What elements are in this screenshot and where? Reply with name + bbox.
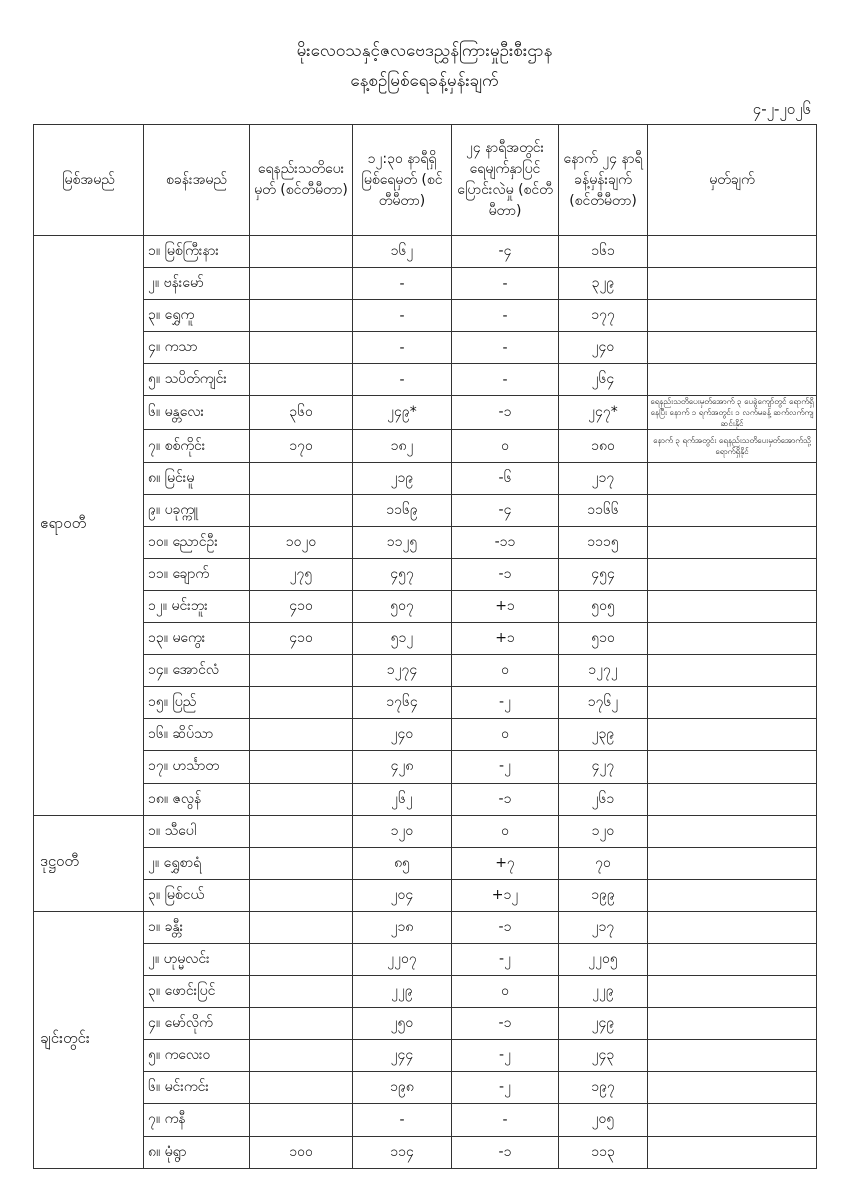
remark — [648, 847, 817, 879]
level-change: ၀ — [452, 655, 559, 687]
station-name: ၁၂။ မင်းဘူး — [144, 590, 250, 622]
level-change: ၀ — [452, 815, 559, 847]
station-name: ၃။ ရွှေကူ — [144, 300, 250, 332]
level-change: -၂ — [452, 1040, 559, 1072]
station-name: ၂။ ဗန်းမော် — [144, 268, 250, 300]
remark — [648, 236, 817, 268]
level-change: -၂ — [452, 687, 559, 719]
forecast-level: ၁၁၆၆ — [559, 494, 648, 526]
water-level: ၂၄၉* — [353, 396, 452, 430]
table-row — [34, 1008, 817, 1040]
station-name: ၅။ ကလေးဝ — [144, 1040, 250, 1072]
station-name: ၃။ မြစ်ငယ် — [144, 879, 250, 911]
water-level: ၂၆၂ — [353, 783, 452, 815]
remark — [648, 687, 817, 719]
forecast-level: ၅၁၀ — [559, 623, 648, 655]
remark — [648, 332, 817, 364]
danger-level — [250, 783, 353, 815]
station-name: ၆။ မန္တလေး — [144, 396, 250, 430]
forecast-level: ၂၄၇* — [559, 396, 648, 430]
table-row — [34, 911, 817, 943]
water-level: ၄၂၈ — [353, 751, 452, 783]
remark — [648, 719, 817, 751]
river-name: ဧရာဝတီ — [34, 236, 144, 816]
water-level: ၁၈၂ — [353, 430, 452, 462]
danger-level — [250, 751, 353, 783]
forecast-level: ၂၄၉ — [559, 1008, 648, 1040]
water-level: - — [353, 332, 452, 364]
danger-level: ၄၁၀ — [250, 623, 353, 655]
danger-level — [250, 976, 353, 1008]
level-change: -၁ — [452, 1008, 559, 1040]
water-level: ၂၁၉ — [353, 462, 452, 494]
level-change: -၆ — [452, 462, 559, 494]
river-name: ဒုဋ္ဌဝတီ — [34, 815, 144, 911]
level-change: - — [452, 364, 559, 396]
forecast-level: ၂၆၄ — [559, 364, 648, 396]
table-row — [34, 719, 817, 751]
remark — [648, 1104, 817, 1136]
forecast-level: ၂၆၁ — [559, 783, 648, 815]
station-name: ၈။ မြင်းမူ — [144, 462, 250, 494]
level-change: - — [452, 332, 559, 364]
table-row — [34, 364, 817, 396]
level-change: -၁ — [452, 396, 559, 430]
remark — [648, 655, 817, 687]
station-name: ၁။ သီပေါ — [144, 815, 250, 847]
table-row — [34, 847, 817, 879]
header-water-level: ၁၂:၃၀ နာရီရှိ မြစ်ရေမှတ် (စင်တီမီတာ) — [353, 125, 452, 236]
danger-level — [250, 911, 353, 943]
station-name: ၁။ ခန္တီး — [144, 911, 250, 943]
danger-level — [250, 364, 353, 396]
water-level: ၈၅ — [353, 847, 452, 879]
table-row — [34, 783, 817, 815]
danger-level — [250, 943, 353, 975]
table-row — [34, 1040, 817, 1072]
table-row — [34, 623, 817, 655]
danger-level: ၃၆၀ — [250, 396, 353, 430]
forecast-level: ၁၈၀ — [559, 430, 648, 462]
table-row — [34, 1072, 817, 1104]
table-row — [34, 815, 817, 847]
table-row — [34, 879, 817, 911]
station-name: ၁၁။ ချောက် — [144, 558, 250, 590]
document-subtitle: နေ့စဉ်မြစ်ရေခန့်မှန်းချက် — [350, 71, 499, 91]
danger-level: ၁၀၂၀ — [250, 526, 353, 558]
danger-level: ၄၁၀ — [250, 590, 353, 622]
water-level: ၁၂၇၄ — [353, 655, 452, 687]
level-change: -၁ — [452, 783, 559, 815]
forecast-level: ၁၂၇၂ — [559, 655, 648, 687]
level-change: -၁ — [452, 558, 559, 590]
danger-level — [250, 719, 353, 751]
forecast-level: ၁၉၇ — [559, 1072, 648, 1104]
water-level: ၂၅၀ — [353, 1008, 452, 1040]
forecast-level: ၂၀၅ — [559, 1104, 648, 1136]
remark — [648, 1072, 817, 1104]
table-row — [34, 332, 817, 364]
forecast-level: ၃၂၉ — [559, 268, 648, 300]
station-name: ၁၇။ ဟင်္သာတ — [144, 751, 250, 783]
station-name: ၈။ မုံရွာ — [144, 1136, 250, 1168]
table-row — [34, 655, 817, 687]
danger-level — [250, 236, 353, 268]
station-name: ၄။ မော်လိုက် — [144, 1008, 250, 1040]
forecast-level: ၄၅၄ — [559, 558, 648, 590]
level-change: +၇ — [452, 847, 559, 879]
remark — [648, 911, 817, 943]
station-name: ၄။ ကသာ — [144, 332, 250, 364]
table-row — [34, 494, 817, 526]
station-name: ၁၀။ ညောင်ဦး — [144, 526, 250, 558]
document-title: မိုးလေဝသနှင့်ဇလဗေဒညွှန်ကြားမှုဦးစီးဌာန — [296, 41, 553, 61]
danger-level — [250, 1040, 353, 1072]
level-change: +၁၂ — [452, 879, 559, 911]
level-change: - — [452, 1104, 559, 1136]
level-change: -၁ — [452, 1136, 559, 1168]
remark: ရေနည်းသတိပေးမှတ်အောက် ၃ ပေခွဲကျော်တွင် ရောက်ရှိနေပြီး နောက် ၁ ရက်အတွင်း ၁ လက်မခန့် ဆက်လက်ကျဆင်းနိုင် — [648, 396, 817, 430]
water-level: ၂၁၈ — [353, 911, 452, 943]
remark — [648, 590, 817, 622]
danger-level — [250, 494, 353, 526]
remark — [648, 268, 817, 300]
level-change: - — [452, 268, 559, 300]
station-name: ၇။ စစ်ကိုင်း — [144, 430, 250, 462]
water-level: - — [353, 1104, 452, 1136]
table-row — [34, 462, 817, 494]
water-level: ၄၅၇ — [353, 558, 452, 590]
forecast-level: ၂၃၉ — [559, 719, 648, 751]
forecast-level: ၇၀ — [559, 847, 648, 879]
remark — [648, 943, 817, 975]
water-level: - — [353, 364, 452, 396]
danger-level — [250, 879, 353, 911]
header-forecast: နောက် ၂၄ နာရီ ခန့်မှန်းချက် (စင်တီမီတာ) — [559, 125, 648, 236]
level-change: -၁ — [452, 911, 559, 943]
station-name: ၁၄။ အောင်လံ — [144, 655, 250, 687]
danger-level: ၁၇၀ — [250, 430, 353, 462]
table-row — [34, 236, 817, 268]
station-name: ၂။ ဟုမ္မလင်း — [144, 943, 250, 975]
table-row — [34, 1136, 817, 1168]
station-name: ၃။ ဖောင်းပြင် — [144, 976, 250, 1008]
forecast-level: ၂၁၇ — [559, 911, 648, 943]
level-change: -၂ — [452, 751, 559, 783]
station-name: ၂။ ရွှေစာရံ — [144, 847, 250, 879]
report-date: ၄-၂-၂၀၂၆ — [752, 100, 811, 118]
station-name: ၉။ ပခုက္ကူ — [144, 494, 250, 526]
table-row — [34, 430, 817, 462]
table-row — [34, 526, 817, 558]
danger-level: ၂၇၅ — [250, 558, 353, 590]
forecast-level: ၅၀၅ — [559, 590, 648, 622]
water-level: - — [353, 300, 452, 332]
forecast-level: ၁၁၁၅ — [559, 526, 648, 558]
table-row — [34, 751, 817, 783]
station-name: ၁၆။ ဆိပ်သာ — [144, 719, 250, 751]
forecast-level: ၂၂၀၅ — [559, 943, 648, 975]
danger-level — [250, 655, 353, 687]
danger-level — [250, 462, 353, 494]
water-level: ၁၇၆၄ — [353, 687, 452, 719]
level-change: -၄ — [452, 494, 559, 526]
remark — [648, 1040, 817, 1072]
remark — [648, 364, 817, 396]
header-station: စခန်းအမည် — [144, 125, 250, 236]
table-header-row — [34, 125, 817, 236]
level-change: -၂ — [452, 1072, 559, 1104]
remark — [648, 976, 817, 1008]
forecast-level: ၂၄၃ — [559, 1040, 648, 1072]
remark — [648, 751, 817, 783]
header-danger-level: ရေနည်းသတိပေးမှတ် (စင်တီမီတာ) — [250, 125, 353, 236]
remark — [648, 783, 817, 815]
remark — [648, 300, 817, 332]
danger-level — [250, 268, 353, 300]
station-name: ၅။ သပိတ်ကျင်း — [144, 364, 250, 396]
remark — [648, 462, 817, 494]
water-level: ၁၁၂၅ — [353, 526, 452, 558]
remark — [648, 815, 817, 847]
table-row — [34, 943, 817, 975]
remark — [648, 494, 817, 526]
level-change: ၀ — [452, 976, 559, 1008]
remark — [648, 879, 817, 911]
danger-level — [250, 1104, 353, 1136]
table-row — [34, 687, 817, 719]
danger-level — [250, 332, 353, 364]
forecast-level: ၁၆၁ — [559, 236, 648, 268]
danger-level — [250, 1072, 353, 1104]
level-change: ၀ — [452, 719, 559, 751]
water-level: ၁၉၈ — [353, 1072, 452, 1104]
header-remark: မှတ်ချက် — [648, 125, 817, 236]
river-forecast-table — [33, 124, 817, 1169]
water-level: ၁၁၆၉ — [353, 494, 452, 526]
header-change: ၂၄ နာရီအတွင်း ရေမျက်နှာပြင် ပြောင်းလဲမှု (စင်တီမီတာ) — [452, 125, 559, 236]
station-name: ၁၈။ ဇလွန် — [144, 783, 250, 815]
water-level: ၂၀၄ — [353, 879, 452, 911]
forecast-level: ၁၇၇ — [559, 300, 648, 332]
river-name: ချင်းတွင်း — [34, 911, 144, 1168]
remark: နောက် ၃ ရက်အတွင်း ရေနည်းသတိပေးမှတ်အောက်သို့ ရောက်ရှိနိုင် — [648, 430, 817, 462]
forecast-level: ၁၁၃ — [559, 1136, 648, 1168]
water-level: ၂၂၉ — [353, 976, 452, 1008]
table-row — [34, 976, 817, 1008]
level-change: ၀ — [452, 430, 559, 462]
forecast-level: ၂၂၉ — [559, 976, 648, 1008]
table-row — [34, 396, 817, 430]
danger-level — [250, 1008, 353, 1040]
station-name: ၁။ မြစ်ကြီးနား — [144, 236, 250, 268]
level-change: -၄ — [452, 236, 559, 268]
water-level: ၁၂၀ — [353, 815, 452, 847]
remark — [648, 1136, 817, 1168]
table-row — [34, 1104, 817, 1136]
danger-level — [250, 300, 353, 332]
water-level: ၁၆၂ — [353, 236, 452, 268]
table-row — [34, 300, 817, 332]
table-row — [34, 268, 817, 300]
table-row — [34, 590, 817, 622]
forecast-level: ၁၇၆၂ — [559, 687, 648, 719]
danger-level: ၁၀၀ — [250, 1136, 353, 1168]
level-change: - — [452, 300, 559, 332]
water-level: - — [353, 268, 452, 300]
forecast-level: ၂၁၇ — [559, 462, 648, 494]
level-change: -၂ — [452, 943, 559, 975]
forecast-level: ၂၄၀ — [559, 332, 648, 364]
remark — [648, 526, 817, 558]
station-name: ၆။ မင်းကင်း — [144, 1072, 250, 1104]
remark — [648, 623, 817, 655]
water-level: ၂၄၄ — [353, 1040, 452, 1072]
header-river: မြစ်အမည် — [34, 125, 144, 236]
water-level: ၂၄၀ — [353, 719, 452, 751]
water-level: ၅၀၇ — [353, 590, 452, 622]
danger-level — [250, 815, 353, 847]
remark — [648, 558, 817, 590]
water-level: ၁၁၄ — [353, 1136, 452, 1168]
table-row — [34, 558, 817, 590]
level-change: +၁ — [452, 590, 559, 622]
station-name: ၁၅။ ပြည် — [144, 687, 250, 719]
station-name: ၁၃။ မကွေး — [144, 623, 250, 655]
water-level: ၂၂၀၇ — [353, 943, 452, 975]
danger-level — [250, 687, 353, 719]
forecast-level: ၁၂၀ — [559, 815, 648, 847]
level-change: +၁ — [452, 623, 559, 655]
station-name: ၇။ ကနီ — [144, 1104, 250, 1136]
forecast-level: ၁၉၉ — [559, 879, 648, 911]
level-change: -၁၁ — [452, 526, 559, 558]
remark — [648, 1008, 817, 1040]
danger-level — [250, 847, 353, 879]
forecast-level: ၄၂၇ — [559, 751, 648, 783]
water-level: ၅၁၂ — [353, 623, 452, 655]
